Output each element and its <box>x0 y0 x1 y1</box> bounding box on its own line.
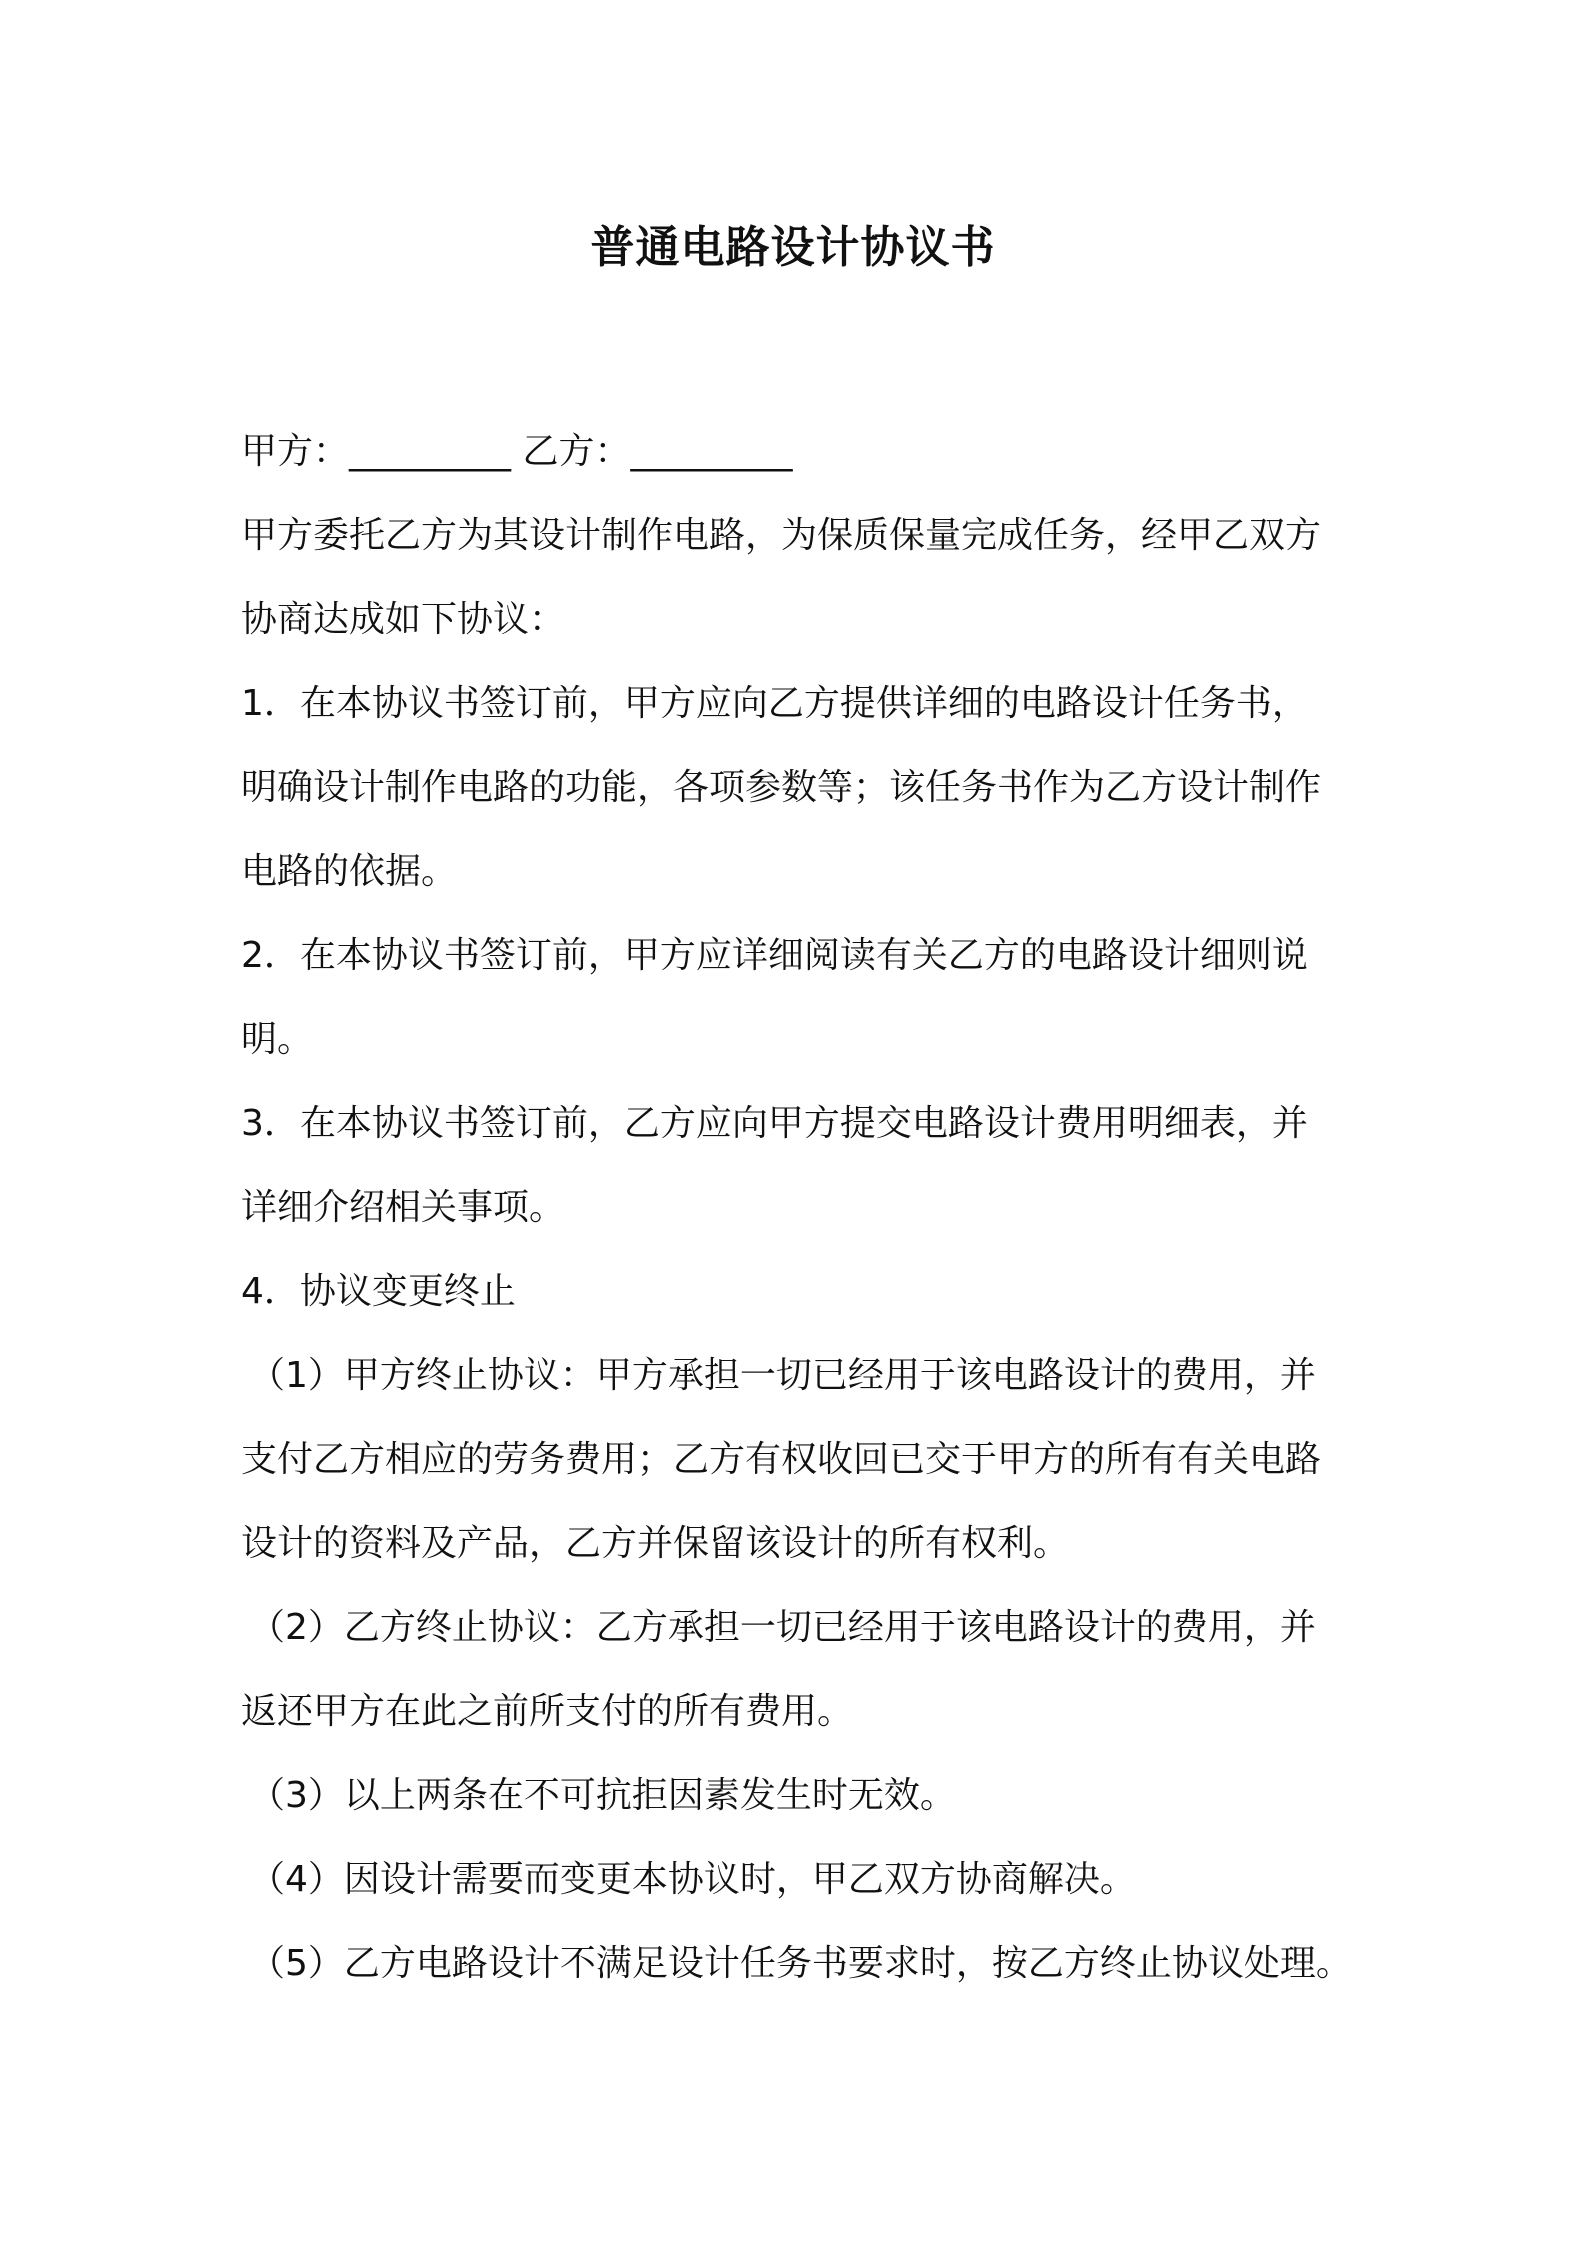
document-body <box>241 410 1361 2006</box>
body-line: 明确设计制作电路的功能，各项参数等；该任务书作为乙方设计制作 <box>241 767 1322 808</box>
subclause-2-line: （2）乙方终止协议：乙方承担一切已经用于该电路设计的费用，并 <box>249 1607 1316 1648</box>
clause-2-line: 2．在本协议书签订前，甲方应详细阅读有关乙方的电路设计细则说 <box>241 935 1308 976</box>
clause-3-line: 3．在本协议书签订前，乙方应向甲方提交电路设计费用明细表，并 <box>241 1103 1308 1144</box>
body-line: 返还甲方在此之前所支付的所有费用。 <box>241 1691 854 1732</box>
parties-line: 甲方：_________ 乙方：_________ <box>241 431 793 472</box>
body-line: 电路的依据。 <box>241 851 458 892</box>
subclause-1-line: （1）甲方终止协议：甲方承担一切已经用于该电路设计的费用，并 <box>249 1355 1316 1396</box>
body-line: 设计的资料及产品，乙方并保留该设计的所有权利。 <box>241 1523 1070 1564</box>
body-line: 支付乙方相应的劳务费用；乙方有权收回已交于甲方的所有有关电路 <box>241 1439 1322 1480</box>
body-line: 甲方委托乙方为其设计制作电路，为保质保量完成任务，经甲乙双方 <box>241 515 1322 556</box>
document-title: 普通电路设计协议书 <box>590 222 996 273</box>
body-line: 详细介绍相关事项。 <box>241 1187 566 1228</box>
clause-1-line: 1．在本协议书签订前，甲方应向乙方提供详细的电路设计任务书， <box>241 683 1308 724</box>
body-line: 协商达成如下协议： <box>241 599 566 640</box>
subclause-3-line: （3）以上两条在不可抗拒因素发生时无效。 <box>249 1775 956 1816</box>
subclause-4-line: （4）因设计需要而变更本协议时，甲乙双方协商解决。 <box>249 1859 1136 1900</box>
body-line: 明。 <box>241 1019 314 1060</box>
subclause-5-line: （5）乙方电路设计不满足设计任务书要求时，按乙方终止协议处理。 <box>249 1943 1352 1984</box>
clause-4-heading: 4．协议变更终止 <box>241 1271 516 1312</box>
